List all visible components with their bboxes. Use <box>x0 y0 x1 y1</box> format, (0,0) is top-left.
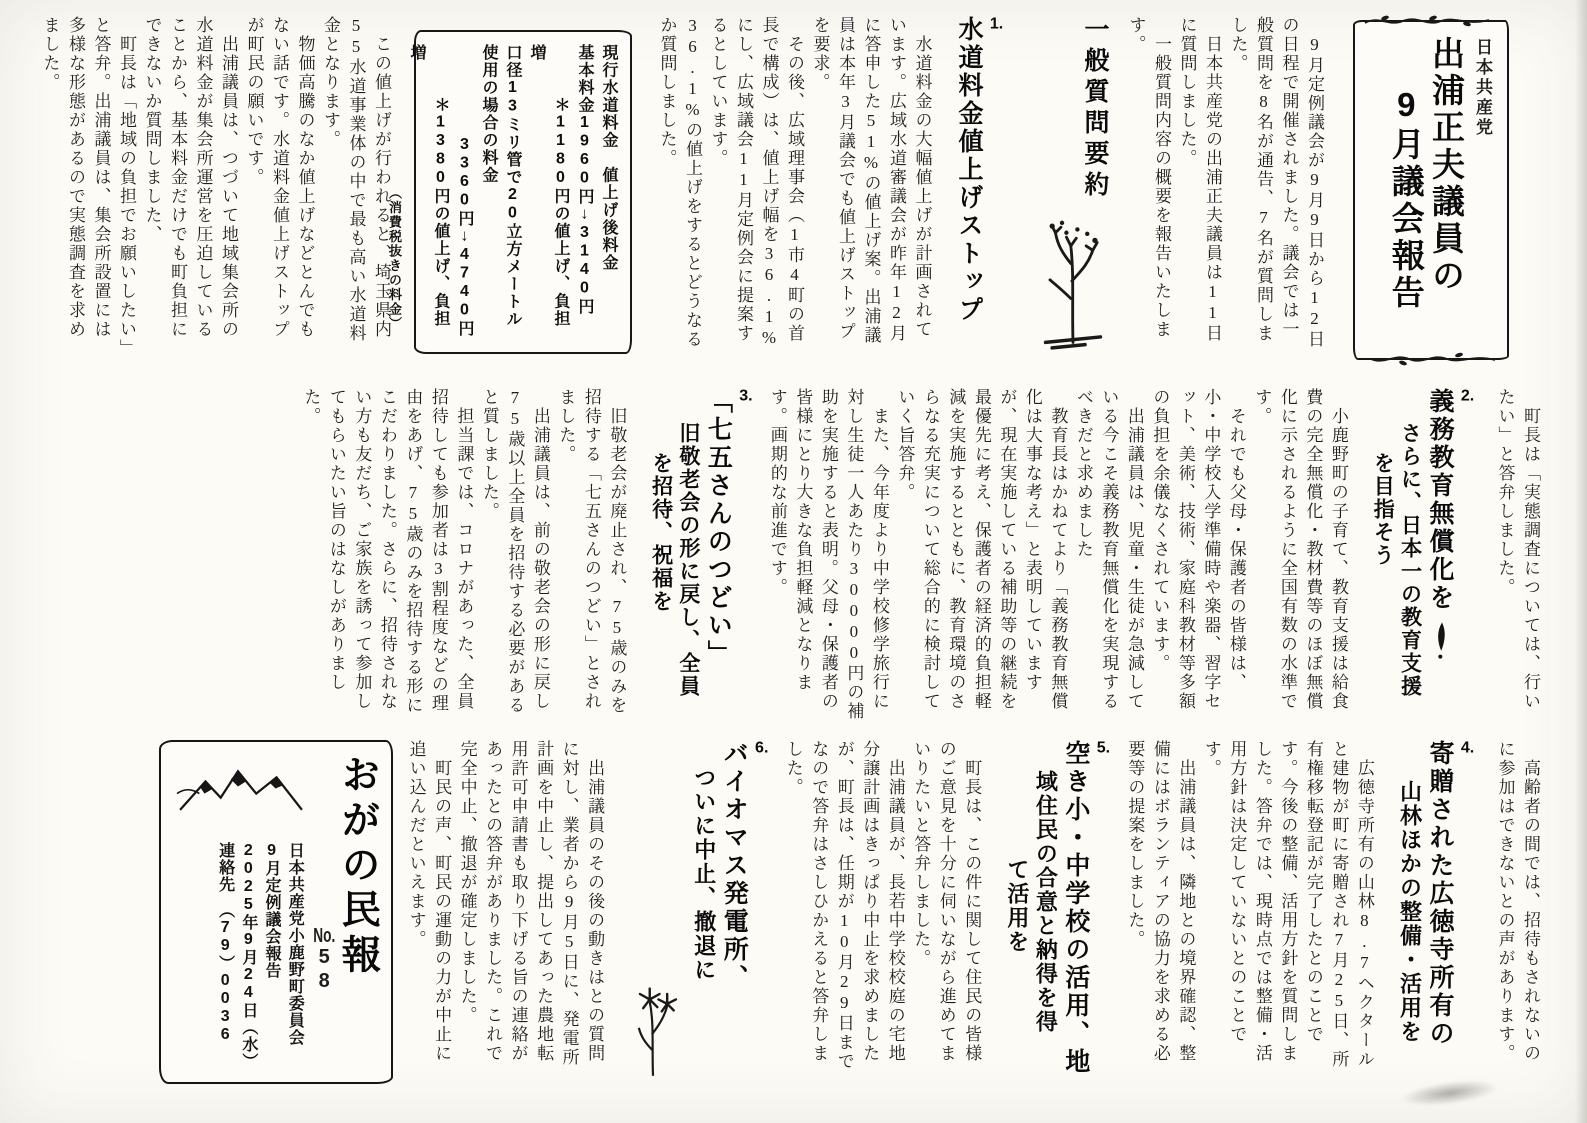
vine-decoration-icon <box>1363 13 1491 29</box>
section-title: 寄贈された広徳寺所有の <box>1426 740 1454 1048</box>
paragraph: 物価高騰のなか値上げなどとんでもない話です。水道料金値上げストップが町民の願いです。 <box>244 16 315 339</box>
paragraph: 出浦議員は、隣地との境界確認、整備にはボランティアの協力を求める必要等の提案をしました。 <box>1125 740 1196 1063</box>
issue-prefix: No. <box>313 926 336 946</box>
paragraph: それでも父母・保護者の皆様は、小・中学校入学準備時や楽器、習字セット、美術、技術、家庭科教材等多額の負担を余儀なくされています。 <box>1150 388 1246 711</box>
section-3-body <box>298 388 630 724</box>
title-line-1: 出浦正夫議員の <box>1428 36 1465 295</box>
rates-basic-row: 基本料金1960円↓3140円 <box>576 44 593 316</box>
section-4-body <box>1122 740 1377 1076</box>
paragraph: 町長は「地域の負担でお願いしたい」と答弁。出浦議員は、集会所設置には多様な形態があるので実態調査を求めました。 <box>40 16 136 350</box>
section-title-line-2: 山林ほかの整備・活用を <box>1397 780 1423 1044</box>
party-name: 日本共産党 <box>1473 38 1492 138</box>
section-2-body <box>764 388 1351 724</box>
paragraph: 小鹿野町の子育て、教育支援は給食費の完全無償化・教材費等のほぼ無償化に示されるように全国有数の水準です。 <box>1252 388 1348 711</box>
paragraph: 一般質問内容の概要を報告いたします。 <box>1126 16 1171 339</box>
section-1-body-continued <box>37 16 394 352</box>
paragraph: また、今年度より中学校修学旅行に対し生徒一人あたり30000円の補助を実施すると表明。父母・保護者の皆様にとり大きな負担軽減となります。画期的な前進です。 <box>767 388 889 721</box>
section-subtitle: を目指そう <box>1371 452 1395 567</box>
quill-exclamation-icon <box>1432 620 1452 660</box>
rates-tax-note: （消費税抜きの料金） <box>387 186 402 331</box>
rates-usage-caption-1: 口径13ミリ管で20立方メートル <box>504 44 521 328</box>
section-3-answer <box>1492 740 1543 1076</box>
rates-note-1: ＊1180円の値上げ、負担増 <box>528 44 569 328</box>
report-label: 9月定例議会報告 <box>263 842 281 979</box>
middle-band <box>288 388 1543 738</box>
paragraph: 高齢者の間では、招待もされないのに参加はできないとの声があります。 <box>1495 740 1540 1063</box>
section-subtitle: さらに、日本一の教育支援 <box>1398 422 1422 698</box>
paragraph: 旧敬老会が廃止され、75歳のみを招待する「七五さんのつどい」とされました。 <box>556 388 627 715</box>
section-1-answer <box>1492 388 1543 724</box>
rates-usage-caption-2: 使用の場合の料金 <box>480 44 497 184</box>
flower-illustration-icon <box>625 958 681 1078</box>
section-1-heading <box>953 16 1006 360</box>
section-title: 空き小・中学校の活用、地 <box>1061 740 1090 1076</box>
summary-headline: 一般質問要約 <box>1081 16 1109 202</box>
section-title: 義務教育無償化を <box>1426 388 1454 612</box>
section-number: 6. <box>755 740 769 756</box>
rates-box-header: 現行水道料金 値上げ後料金 <box>600 44 617 272</box>
vine-decoration-icon <box>1369 351 1497 367</box>
section-4-heading <box>1395 740 1476 1084</box>
section-title: 水道料金値上げストップ <box>955 16 983 324</box>
paragraph: 町長は、この件に関して住民の皆様のご意見を十分に伺いながら進めてまいりたいと答弁しました。 <box>911 740 982 1063</box>
section-5-heading <box>1002 740 1112 1084</box>
section-title-line-3: て活用を <box>1004 858 1030 954</box>
section-5-body <box>780 740 984 1076</box>
paragraph: 出浦議員は、つづいて地域集会所の水道料金が集会所運営を圧迫していることから、基本料金だけでも町負担にできないか質問しました、 <box>142 16 238 339</box>
title-line-2: 9月議会報告 <box>1387 86 1425 312</box>
rates-usage-row: 3360円↓4740円 <box>456 136 473 338</box>
minpo-box <box>159 740 393 1084</box>
paragraph: 出浦議員のその後の動きはとの質問に対し、業者から9月5日に、発電所計画を中止し、提出してあった農地転用許可申請書も取り下げる旨の連絡があったとの答弁がありました。これで完全中止、撤退が確定しました。 <box>457 740 605 1067</box>
paragraph: 9月定例議会が9月9日から12日の日程で開催されました。議会では一般質問を8名が通告、7名が質問しました。 <box>1228 16 1324 349</box>
scan-edge-shadow <box>1575 0 1587 1123</box>
intro-paragraphs <box>1123 16 1327 352</box>
section-number: 3. <box>739 388 753 404</box>
paragraph: 担当課では、コロナがあった、全員招待しても参加者は3割程度などの理由をあげ、75歳のみを招待する形にこだわりました。さらに、招待されない方も友だち、ご家族を誘って参加してもらいたい旨のはなしがありました。 <box>301 388 474 715</box>
section-title-line-2: 域住民の合意と納得を得 <box>1033 770 1059 1034</box>
section-subtitle: 旧敬老会の形に戻し、全員 <box>676 422 700 698</box>
publisher: 日本共産党小鹿野町委員会 <box>286 842 304 1046</box>
paragraph: 広徳寺所有の山林8.7ヘクタールと建物が町に寄贈され7月25日、所有権移転登記が完了したとのことです。今後の整備、活用方針を質問しました。答弁では、現時点では整備・活用方針は決定していないとのことです。 <box>1201 740 1374 1069</box>
paragraph: この値上げが行われると、埼玉県内55水道事業体の中で最も高い水道料金となります。 <box>321 16 391 343</box>
top-band <box>27 16 1543 372</box>
contact-line: 連絡先 （79）0036 <box>216 842 234 1044</box>
bottom-band <box>137 740 1543 1122</box>
paragraph: 町長は「実態調査については、行いたい」と答弁しました。 <box>1495 388 1540 711</box>
paragraph: 出浦議員は、児童・生徒が急減している今こそ義務教育無償化を実現するべきだと求めました <box>1073 388 1144 711</box>
section-6-heading <box>625 740 770 1084</box>
minpo-title: おがの民報 <box>336 754 380 979</box>
water-rates-box <box>387 30 632 354</box>
section-number: 1. <box>989 16 1004 32</box>
section-number: 4. <box>1460 740 1475 756</box>
paragraph: その後、広域理事会（1市4町の首長で構成）は、値上げ幅を36.1%にし、広域議会11月定例会に提案するとしています。 <box>708 16 804 349</box>
mountain-illustration-icon <box>175 758 307 816</box>
masthead <box>1353 20 1509 360</box>
issue-number <box>312 754 335 1070</box>
summary-headline-block <box>1017 16 1113 356</box>
section-3-heading <box>647 388 754 732</box>
issue-digits: 58 <box>313 946 336 994</box>
section-6-body <box>403 740 607 1076</box>
section-title-line-2: ついに中止、撤退に <box>691 766 717 982</box>
rates-note-2: ＊1380円の値上げ、負担増 <box>408 44 449 328</box>
paragraph: 日本共産党の出浦正夫議員は11日に質問しました。 <box>1177 16 1222 343</box>
section-number: 5. <box>1096 740 1111 756</box>
section-1-body <box>654 16 935 352</box>
section-title: バイオマス発電所、 <box>720 740 749 992</box>
issue-date: 2025年9月24日（水） <box>239 842 257 1070</box>
tree-illustration-icon <box>1039 212 1107 350</box>
section-2-heading <box>1369 388 1476 732</box>
section-number: 2. <box>1460 388 1475 404</box>
section-subtitle: を招待、祝福を <box>649 452 673 613</box>
newsletter-title <box>1386 36 1467 344</box>
paragraph: 教育長はかねてより「義務教育無償化は大事な考え」と表明していますが、現在実施している補助等の継続を最優先に考え、保護者の経済的負担軽減を実施するとともに、教育環境のさらなる充実について総合的に検討していく旨答弁。 <box>895 388 1068 711</box>
paragraph: 水道料金の大幅値上げが計画されています。広域水道審議会が昨年12月に答申した51%の値上げ案。出浦議員は本年3月議会でも値上げストップを要求。 <box>810 16 932 345</box>
paragraph: 町民の声、町民の運動の力が中止に追い込んだといえます。 <box>406 740 452 1063</box>
paragraph: 出浦議員は、前の敬老会の形に戻し75歳以上全員を招待する必要があると質しました。 <box>479 388 550 715</box>
section-title: 「七五さんのつどい」 <box>704 388 733 668</box>
paragraph: 出浦議員が、長若中学校校庭の宅地分譲計画はきっぱり中止を求めましたが、町長は、任期が10月29日までなので答弁はさしひかえると答弁しました。 <box>783 740 905 1071</box>
paragraph: 36.1%の値上げをするとどうなるか質問しました。 <box>657 16 702 349</box>
